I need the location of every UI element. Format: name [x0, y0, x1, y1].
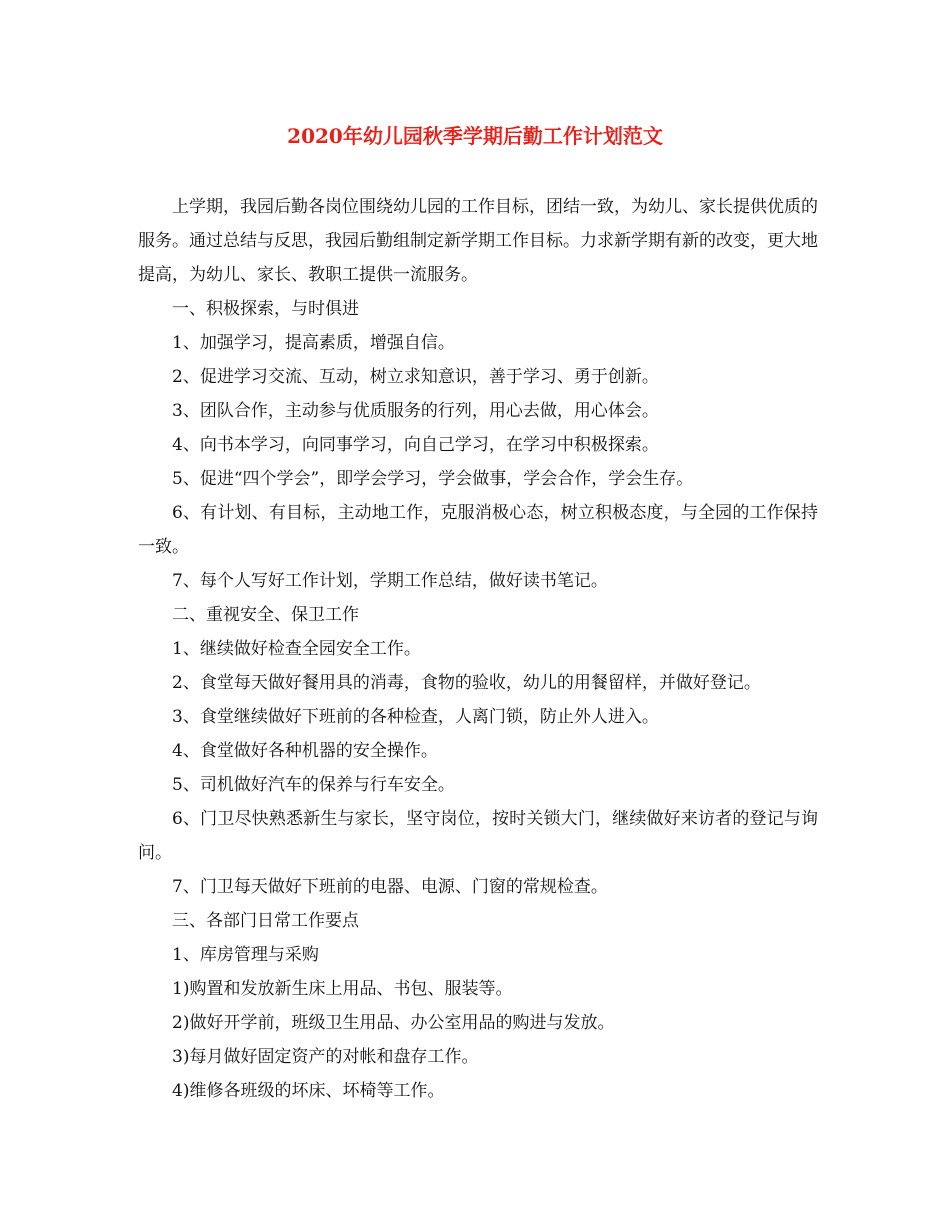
- list-item: 7、门卫每天做好下班前的电器、电源、门窗的常规检查。: [172, 877, 608, 897]
- list-item: 3、食堂继续做好下班前的各种检查，人离门锁，防止外人进入。: [172, 707, 659, 727]
- list-item: 5、促进“四个学会”，即学会学习，学会做事，学会合作，学会生存。: [172, 469, 694, 489]
- list-item: 6、门卫尽快熟悉新生与家长，坚守岗位，按时关锁大门，继续做好来访者的登记与询问。: [138, 809, 818, 863]
- list-item: 1、继续做好检查全园安全工作。: [172, 639, 421, 659]
- document-title: 2020年幼儿园秋季学期后勤工作计划范文: [287, 124, 663, 148]
- list-item: 6、有计划、有目标，主动地工作，克服消极心态，树立积极态度，与全园的工作保持一致。: [138, 503, 818, 557]
- list-item: 1、加强学习，提高素质，增强自信。: [172, 333, 455, 353]
- list-item: 2、食堂每天做好餐用具的消毒，食物的验收，幼儿的用餐留样，并做好登记。: [172, 673, 761, 693]
- intro-paragraph: 上学期，我园后勤各岗位围绕幼儿园的工作目标，团结一致，为幼儿、家长提供优质的服务。通过总结与反思，我园后勤组制定新学期工作目标。力求新学期有新的改变，更大地提高，为幼儿、家长、教职工提供一流服务。: [138, 197, 818, 285]
- list-item: 3、团队合作，主动参与优质服务的行列，用心去做，用心体会。: [172, 401, 659, 421]
- list-item: 2、促进学习交流、互动，树立求知意识，善于学习、勇于创新。: [172, 367, 659, 387]
- section-heading-2: 二、重视安全、保卫工作: [172, 605, 359, 625]
- list-item: 5、司机做好汽车的保养与行车安全。: [172, 775, 455, 795]
- list-item: 1)购置和发放新生床上用品、书包、服装等。: [172, 979, 513, 999]
- list-item: 4)维修各班级的坏床、坏椅等工作。: [172, 1081, 445, 1101]
- subsection-heading: 1、库房管理与采购: [172, 945, 319, 965]
- list-item: 2)做好开学前，班级卫生用品、办公室用品的购进与发放。: [172, 1013, 615, 1033]
- document-body: [138, 190, 818, 1108]
- list-item: 3)每月做好固定资产的对帐和盘存工作。: [172, 1047, 479, 1067]
- list-item: 4、食堂做好各种机器的安全操作。: [172, 741, 438, 761]
- list-item: 4、向书本学习，向同事学习，向自己学习，在学习中积极探索。: [172, 435, 659, 455]
- section-heading-3: 三、各部门日常工作要点: [172, 911, 359, 931]
- list-item: 7、每个人写好工作计划，学期工作总结，做好读书笔记。: [172, 571, 608, 591]
- section-heading-1: 一、积极探索，与时俱进: [172, 299, 359, 319]
